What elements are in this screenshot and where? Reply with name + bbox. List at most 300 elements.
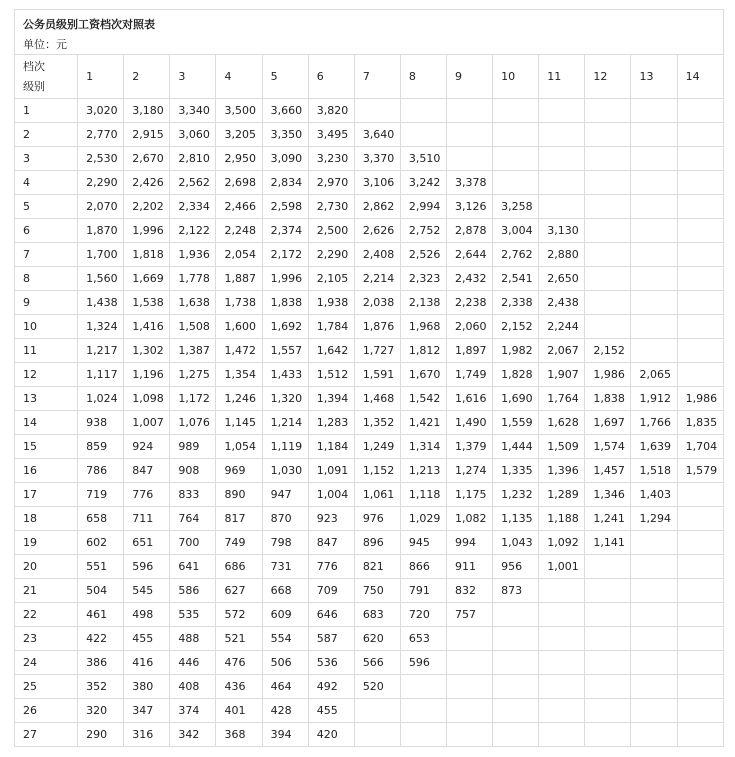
salary-cell bbox=[677, 195, 723, 219]
salary-cell: 422 bbox=[78, 627, 124, 651]
salary-cell: 1,639 bbox=[631, 435, 677, 459]
salary-cell bbox=[677, 579, 723, 603]
salary-cell: 1,638 bbox=[170, 291, 216, 315]
salary-cell: 551 bbox=[78, 555, 124, 579]
salary-cell: 1,616 bbox=[447, 387, 493, 411]
salary-cell: 428 bbox=[262, 699, 308, 723]
salary-cell: 492 bbox=[308, 675, 354, 699]
salary-cell: 938 bbox=[78, 411, 124, 435]
salary-cell: 1,438 bbox=[78, 291, 124, 315]
salary-cell: 1,117 bbox=[78, 363, 124, 387]
table-row bbox=[15, 171, 724, 195]
salary-cell bbox=[677, 603, 723, 627]
level-cell: 14 bbox=[15, 411, 78, 435]
salary-cell: 1,379 bbox=[447, 435, 493, 459]
salary-table-container bbox=[14, 9, 724, 747]
salary-cell: 1,030 bbox=[262, 459, 308, 483]
salary-cell: 859 bbox=[78, 435, 124, 459]
salary-cell: 1,996 bbox=[124, 219, 170, 243]
salary-cell bbox=[631, 267, 677, 291]
salary-cell: 1,061 bbox=[354, 483, 400, 507]
column-header: 6 bbox=[308, 55, 354, 99]
salary-cell: 641 bbox=[170, 555, 216, 579]
level-cell: 18 bbox=[15, 507, 78, 531]
level-cell: 10 bbox=[15, 315, 78, 339]
salary-cell: 1,082 bbox=[447, 507, 493, 531]
salary-cell: 1,887 bbox=[216, 267, 262, 291]
salary-cell: 3,510 bbox=[400, 147, 446, 171]
salary-cell: 1,727 bbox=[354, 339, 400, 363]
salary-cell bbox=[585, 267, 631, 291]
salary-cell: 1,490 bbox=[447, 411, 493, 435]
salary-cell: 653 bbox=[400, 627, 446, 651]
salary-cell bbox=[631, 723, 677, 747]
salary-cell: 1,241 bbox=[585, 507, 631, 531]
salary-cell: 817 bbox=[216, 507, 262, 531]
salary-cell: 1,387 bbox=[170, 339, 216, 363]
salary-cell bbox=[447, 699, 493, 723]
table-row bbox=[15, 315, 724, 339]
salary-cell: 2,762 bbox=[493, 243, 539, 267]
salary-cell: 545 bbox=[124, 579, 170, 603]
salary-cell: 1,352 bbox=[354, 411, 400, 435]
salary-cell: 3,340 bbox=[170, 99, 216, 123]
salary-cell bbox=[631, 315, 677, 339]
salary-cell bbox=[493, 699, 539, 723]
salary-cell: 658 bbox=[78, 507, 124, 531]
salary-cell: 3,004 bbox=[493, 219, 539, 243]
salary-cell: 2,770 bbox=[78, 123, 124, 147]
salary-cell: 683 bbox=[354, 603, 400, 627]
salary-cell bbox=[585, 123, 631, 147]
column-header: 8 bbox=[400, 55, 446, 99]
salary-cell: 2,038 bbox=[354, 291, 400, 315]
salary-cell bbox=[539, 675, 585, 699]
salary-cell: 2,862 bbox=[354, 195, 400, 219]
salary-cell: 833 bbox=[170, 483, 216, 507]
salary-cell: 2,202 bbox=[124, 195, 170, 219]
salary-cell bbox=[631, 171, 677, 195]
salary-cell: 3,820 bbox=[308, 99, 354, 123]
salary-cell: 1,433 bbox=[262, 363, 308, 387]
salary-cell: 1,764 bbox=[539, 387, 585, 411]
salary-cell: 1,196 bbox=[124, 363, 170, 387]
table-row bbox=[15, 99, 724, 123]
salary-cell: 776 bbox=[308, 555, 354, 579]
salary-cell: 1,749 bbox=[447, 363, 493, 387]
salary-cell: 374 bbox=[170, 699, 216, 723]
corner-header bbox=[15, 55, 78, 99]
salary-cell: 2,248 bbox=[216, 219, 262, 243]
salary-cell: 566 bbox=[354, 651, 400, 675]
salary-cell: 3,106 bbox=[354, 171, 400, 195]
salary-cell: 709 bbox=[308, 579, 354, 603]
salary-cell: 1,700 bbox=[78, 243, 124, 267]
salary-cell: 1,982 bbox=[493, 339, 539, 363]
salary-cell: 2,054 bbox=[216, 243, 262, 267]
salary-cell: 2,290 bbox=[308, 243, 354, 267]
salary-cell: 1,560 bbox=[78, 267, 124, 291]
salary-cell: 596 bbox=[400, 651, 446, 675]
salary-cell: 2,323 bbox=[400, 267, 446, 291]
salary-cell bbox=[631, 699, 677, 723]
salary-cell bbox=[677, 291, 723, 315]
salary-cell bbox=[493, 99, 539, 123]
salary-cell: 535 bbox=[170, 603, 216, 627]
salary-cell: 1,217 bbox=[78, 339, 124, 363]
salary-cell: 506 bbox=[262, 651, 308, 675]
table-row bbox=[15, 651, 724, 675]
salary-cell bbox=[585, 579, 631, 603]
salary-cell bbox=[585, 243, 631, 267]
salary-cell bbox=[585, 651, 631, 675]
salary-cell bbox=[585, 315, 631, 339]
salary-cell: 3,180 bbox=[124, 99, 170, 123]
level-cell: 22 bbox=[15, 603, 78, 627]
level-cell: 15 bbox=[15, 435, 78, 459]
salary-cell: 3,242 bbox=[400, 171, 446, 195]
salary-cell: 2,432 bbox=[447, 267, 493, 291]
salary-cell: 750 bbox=[354, 579, 400, 603]
salary-cell bbox=[585, 171, 631, 195]
salary-cell: 2,670 bbox=[124, 147, 170, 171]
level-cell: 16 bbox=[15, 459, 78, 483]
salary-cell: 1,141 bbox=[585, 531, 631, 555]
salary-cell bbox=[539, 147, 585, 171]
salary-cell: 3,060 bbox=[170, 123, 216, 147]
salary-cell: 1,324 bbox=[78, 315, 124, 339]
salary-cell: 2,122 bbox=[170, 219, 216, 243]
salary-cell: 1,145 bbox=[216, 411, 262, 435]
salary-cell: 890 bbox=[216, 483, 262, 507]
salary-cell: 764 bbox=[170, 507, 216, 531]
salary-cell: 455 bbox=[124, 627, 170, 651]
salary-cell: 2,067 bbox=[539, 339, 585, 363]
salary-cell: 3,020 bbox=[78, 99, 124, 123]
level-cell: 27 bbox=[15, 723, 78, 747]
salary-cell bbox=[493, 171, 539, 195]
salary-cell bbox=[677, 219, 723, 243]
salary-cell: 2,526 bbox=[400, 243, 446, 267]
salary-cell: 1,579 bbox=[677, 459, 723, 483]
salary-cell: 1,600 bbox=[216, 315, 262, 339]
salary-cell: 401 bbox=[216, 699, 262, 723]
salary-cell: 2,138 bbox=[400, 291, 446, 315]
salary-cell: 1,574 bbox=[585, 435, 631, 459]
salary-cell: 1,214 bbox=[262, 411, 308, 435]
salary-cell: 420 bbox=[308, 723, 354, 747]
level-cell: 1 bbox=[15, 99, 78, 123]
level-cell: 7 bbox=[15, 243, 78, 267]
salary-cell bbox=[400, 675, 446, 699]
salary-cell: 1,354 bbox=[216, 363, 262, 387]
salary-cell bbox=[631, 99, 677, 123]
salary-cell bbox=[493, 123, 539, 147]
salary-cell: 1,766 bbox=[631, 411, 677, 435]
salary-cell: 873 bbox=[493, 579, 539, 603]
salary-cell: 924 bbox=[124, 435, 170, 459]
table-row bbox=[15, 483, 724, 507]
salary-cell: 1,274 bbox=[447, 459, 493, 483]
salary-cell: 627 bbox=[216, 579, 262, 603]
salary-cell: 1,283 bbox=[308, 411, 354, 435]
salary-cell bbox=[631, 123, 677, 147]
salary-cell: 2,338 bbox=[493, 291, 539, 315]
table-row bbox=[15, 243, 724, 267]
table-row bbox=[15, 531, 724, 555]
salary-cell: 1,472 bbox=[216, 339, 262, 363]
table-row bbox=[15, 363, 724, 387]
salary-cell bbox=[631, 531, 677, 555]
table-row bbox=[15, 579, 724, 603]
table-row bbox=[15, 507, 724, 531]
salary-cell: 720 bbox=[400, 603, 446, 627]
column-header: 2 bbox=[124, 55, 170, 99]
salary-cell: 1,118 bbox=[400, 483, 446, 507]
salary-cell: 1,912 bbox=[631, 387, 677, 411]
salary-cell bbox=[447, 675, 493, 699]
salary-cell: 290 bbox=[78, 723, 124, 747]
salary-cell: 646 bbox=[308, 603, 354, 627]
salary-cell bbox=[585, 99, 631, 123]
salary-cell bbox=[493, 603, 539, 627]
salary-cell: 1,838 bbox=[262, 291, 308, 315]
salary-cell bbox=[631, 579, 677, 603]
salary-cell bbox=[400, 99, 446, 123]
salary-cell bbox=[585, 723, 631, 747]
table-row bbox=[15, 723, 724, 747]
salary-cell bbox=[539, 627, 585, 651]
salary-cell bbox=[400, 123, 446, 147]
salary-cell bbox=[539, 651, 585, 675]
table-row bbox=[15, 195, 724, 219]
level-cell: 11 bbox=[15, 339, 78, 363]
salary-cell: 2,950 bbox=[216, 147, 262, 171]
salary-cell: 316 bbox=[124, 723, 170, 747]
level-cell: 3 bbox=[15, 147, 78, 171]
level-cell: 23 bbox=[15, 627, 78, 651]
salary-cell: 870 bbox=[262, 507, 308, 531]
salary-cell bbox=[539, 171, 585, 195]
salary-cell: 1,302 bbox=[124, 339, 170, 363]
salary-cell bbox=[631, 291, 677, 315]
salary-cell: 1,320 bbox=[262, 387, 308, 411]
salary-cell bbox=[539, 99, 585, 123]
salary-cell bbox=[354, 699, 400, 723]
salary-cell: 2,530 bbox=[78, 147, 124, 171]
salary-cell: 1,403 bbox=[631, 483, 677, 507]
salary-cell bbox=[447, 723, 493, 747]
salary-cell: 2,698 bbox=[216, 171, 262, 195]
salary-cell bbox=[539, 123, 585, 147]
salary-cell bbox=[677, 147, 723, 171]
salary-cell bbox=[447, 99, 493, 123]
salary-cell: 3,258 bbox=[493, 195, 539, 219]
salary-cell: 436 bbox=[216, 675, 262, 699]
level-cell: 9 bbox=[15, 291, 78, 315]
salary-cell bbox=[354, 723, 400, 747]
table-row bbox=[15, 219, 724, 243]
table-row bbox=[15, 627, 724, 651]
salary-cell: 2,172 bbox=[262, 243, 308, 267]
salary-cell bbox=[631, 195, 677, 219]
salary-cell: 3,205 bbox=[216, 123, 262, 147]
salary-cell bbox=[631, 219, 677, 243]
table-title: 公务员级别工资档次对照表 bbox=[15, 10, 724, 35]
salary-cell: 2,880 bbox=[539, 243, 585, 267]
salary-cell: 1,876 bbox=[354, 315, 400, 339]
salary-cell: 1,936 bbox=[170, 243, 216, 267]
salary-cell: 1,508 bbox=[170, 315, 216, 339]
salary-cell: 776 bbox=[124, 483, 170, 507]
salary-cell: 686 bbox=[216, 555, 262, 579]
salary-cell bbox=[539, 195, 585, 219]
salary-cell: 945 bbox=[400, 531, 446, 555]
salary-cell: 1,024 bbox=[78, 387, 124, 411]
salary-cell: 2,834 bbox=[262, 171, 308, 195]
salary-cell: 1,275 bbox=[170, 363, 216, 387]
salary-cell bbox=[677, 363, 723, 387]
table-body bbox=[15, 10, 724, 747]
salary-cell: 1,509 bbox=[539, 435, 585, 459]
salary-cell: 976 bbox=[354, 507, 400, 531]
salary-cell: 1,054 bbox=[216, 435, 262, 459]
salary-cell bbox=[585, 219, 631, 243]
salary-cell: 3,660 bbox=[262, 99, 308, 123]
salary-cell bbox=[677, 315, 723, 339]
salary-cell: 1,172 bbox=[170, 387, 216, 411]
salary-cell bbox=[677, 627, 723, 651]
salary-cell: 2,438 bbox=[539, 291, 585, 315]
salary-cell: 1,004 bbox=[308, 483, 354, 507]
table-row bbox=[15, 339, 724, 363]
salary-cell: 668 bbox=[262, 579, 308, 603]
salary-cell: 3,130 bbox=[539, 219, 585, 243]
level-cell: 6 bbox=[15, 219, 78, 243]
salary-cell: 3,378 bbox=[447, 171, 493, 195]
level-cell: 8 bbox=[15, 267, 78, 291]
salary-cell bbox=[493, 675, 539, 699]
salary-cell: 719 bbox=[78, 483, 124, 507]
salary-cell: 1,294 bbox=[631, 507, 677, 531]
salary-cell bbox=[539, 723, 585, 747]
corner-level-label: 级别 bbox=[23, 79, 45, 93]
level-cell: 13 bbox=[15, 387, 78, 411]
salary-cell: 368 bbox=[216, 723, 262, 747]
salary-cell: 1,135 bbox=[493, 507, 539, 531]
salary-cell bbox=[677, 699, 723, 723]
salary-cell: 1,213 bbox=[400, 459, 446, 483]
salary-cell: 521 bbox=[216, 627, 262, 651]
level-cell: 12 bbox=[15, 363, 78, 387]
salary-cell bbox=[400, 723, 446, 747]
salary-cell: 1,001 bbox=[539, 555, 585, 579]
table-row bbox=[15, 411, 724, 435]
level-cell: 17 bbox=[15, 483, 78, 507]
salary-cell: 2,426 bbox=[124, 171, 170, 195]
level-cell: 21 bbox=[15, 579, 78, 603]
salary-cell bbox=[585, 195, 631, 219]
table-row bbox=[15, 435, 724, 459]
salary-cell bbox=[585, 603, 631, 627]
column-header: 11 bbox=[539, 55, 585, 99]
salary-cell: 1,152 bbox=[354, 459, 400, 483]
salary-cell: 969 bbox=[216, 459, 262, 483]
salary-cell: 1,738 bbox=[216, 291, 262, 315]
table-row bbox=[15, 603, 724, 627]
salary-cell: 1,986 bbox=[677, 387, 723, 411]
salary-cell: 3,640 bbox=[354, 123, 400, 147]
salary-cell bbox=[539, 699, 585, 723]
salary-cell: 446 bbox=[170, 651, 216, 675]
salary-cell: 347 bbox=[124, 699, 170, 723]
table-row bbox=[15, 699, 724, 723]
salary-cell: 847 bbox=[308, 531, 354, 555]
salary-cell: 1,119 bbox=[262, 435, 308, 459]
salary-cell bbox=[539, 579, 585, 603]
salary-cell bbox=[677, 339, 723, 363]
salary-cell bbox=[631, 555, 677, 579]
salary-cell: 320 bbox=[78, 699, 124, 723]
salary-cell: 731 bbox=[262, 555, 308, 579]
salary-cell: 2,214 bbox=[354, 267, 400, 291]
salary-cell: 1,784 bbox=[308, 315, 354, 339]
salary-cell: 1,444 bbox=[493, 435, 539, 459]
salary-cell: 1,778 bbox=[170, 267, 216, 291]
salary-cell bbox=[677, 267, 723, 291]
salary-cell: 1,690 bbox=[493, 387, 539, 411]
salary-cell: 1,092 bbox=[539, 531, 585, 555]
salary-cell: 1,518 bbox=[631, 459, 677, 483]
salary-cell: 2,730 bbox=[308, 195, 354, 219]
salary-cell: 757 bbox=[447, 603, 493, 627]
salary-cell: 416 bbox=[124, 651, 170, 675]
salary-cell bbox=[677, 723, 723, 747]
level-cell: 20 bbox=[15, 555, 78, 579]
level-cell: 24 bbox=[15, 651, 78, 675]
column-header: 4 bbox=[216, 55, 262, 99]
salary-cell: 2,650 bbox=[539, 267, 585, 291]
salary-cell: 791 bbox=[400, 579, 446, 603]
salary-cell: 2,626 bbox=[354, 219, 400, 243]
salary-cell: 1,642 bbox=[308, 339, 354, 363]
salary-cell: 2,500 bbox=[308, 219, 354, 243]
salary-cell: 1,697 bbox=[585, 411, 631, 435]
salary-cell: 587 bbox=[308, 627, 354, 651]
salary-cell: 994 bbox=[447, 531, 493, 555]
salary-cell: 2,466 bbox=[216, 195, 262, 219]
salary-cell bbox=[447, 627, 493, 651]
salary-cell: 2,915 bbox=[124, 123, 170, 147]
table-row bbox=[15, 387, 724, 411]
salary-cell: 989 bbox=[170, 435, 216, 459]
salary-cell: 1,394 bbox=[308, 387, 354, 411]
salary-cell: 1,346 bbox=[585, 483, 631, 507]
salary-cell: 1,184 bbox=[308, 435, 354, 459]
salary-cell: 1,421 bbox=[400, 411, 446, 435]
salary-cell: 380 bbox=[124, 675, 170, 699]
level-cell: 4 bbox=[15, 171, 78, 195]
salary-cell bbox=[677, 99, 723, 123]
column-header: 12 bbox=[585, 55, 631, 99]
salary-cell: 1,098 bbox=[124, 387, 170, 411]
salary-cell: 520 bbox=[354, 675, 400, 699]
salary-cell: 2,290 bbox=[78, 171, 124, 195]
salary-cell: 1,828 bbox=[493, 363, 539, 387]
salary-cell: 1,986 bbox=[585, 363, 631, 387]
salary-cell bbox=[677, 531, 723, 555]
salary-cell: 700 bbox=[170, 531, 216, 555]
